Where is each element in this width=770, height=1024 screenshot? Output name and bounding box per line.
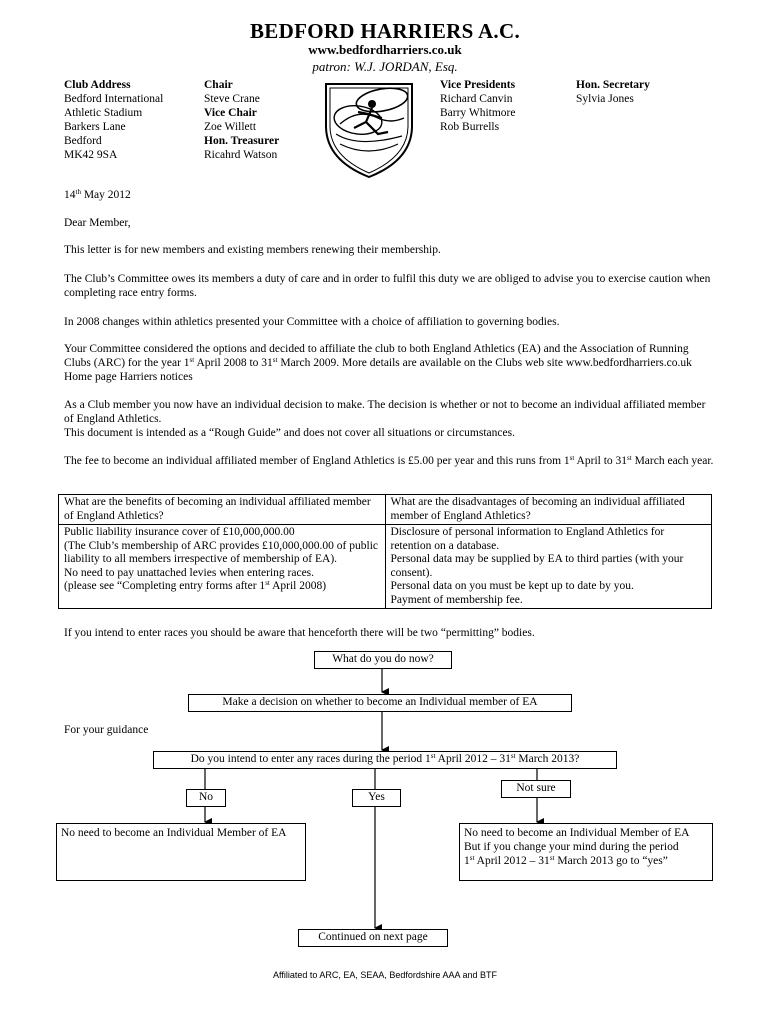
decision-box: Make a decision on whether to become an Individual member of EA — [188, 694, 572, 712]
letter-greeting: Dear Member, — [64, 217, 131, 229]
not-sure-result-box: No need to become an Individual Member of EA But if you change your mind during the period 1st April 2012 – 31st March 2013 go to “yes” — [459, 823, 713, 881]
address-line: Barkers Lane — [64, 121, 126, 133]
what-do-you-do-box: What do you do now? — [314, 651, 452, 669]
club-website: www.bedfordharriers.co.uk — [308, 42, 462, 57]
vice-presidents-heading: Vice Presidents — [440, 79, 516, 91]
flow-intro: If you intend to enter races you should be aware that henceforth there will be two “permitting” bodies. — [64, 627, 535, 639]
paragraph: In 2008 changes within athletics presented your Committee with a choice of affiliation to governing bodies. — [64, 316, 560, 328]
no-option-box: No — [186, 789, 226, 807]
vice-president-name: Barry Whitmore — [440, 107, 516, 119]
secretary-name: Sylvia Jones — [576, 93, 634, 105]
address-line: MK42 9SA — [64, 149, 118, 161]
paragraph: The fee to become an individual affiliated member of England Athletics is £5.00 per year and this runs from 1st April to 31st March each year. — [64, 454, 714, 467]
benefits-cell: Public liability insurance cover of £10,000,000.00 (The Club’s membership of ARC provides £10,000,000.00 of public liability to all members irrespective of membership of EA). No need to pay unattached levies when entering races. (please see “Completing entry forms after 1st April 2008) — [59, 525, 386, 609]
address-line: Athletic Stadium — [64, 107, 143, 119]
yes-option-box: Yes — [352, 789, 401, 807]
club-address-heading: Club Address — [64, 79, 131, 91]
address-line: Bedford International — [64, 93, 164, 105]
no-result-box: No need to become an Individual Member of EA — [56, 823, 306, 881]
paragraph: The Club’s Committee owes its members a duty of care and in order to fulfil this duty we are obliged to advise you to exercise caution when completing race entry forms. — [64, 273, 711, 299]
address-line: Bedford — [64, 135, 102, 147]
club-title: BEDFORD HARRIERS A.C. — [250, 19, 520, 43]
disadvantages-cell: Disclosure of personal information to England Athletics for retention on a database. Personal data may be supplied by EA to third parties (with your consent). Personal data on you must be kept up to date by you. Payment of membership fee. — [385, 525, 712, 609]
chair-heading: Chair — [204, 79, 233, 91]
paragraph: Your Committee considered the options and decided to affiliate the club to both England Athletics (EA) and the Association of Running Clubs (ARC) for the year 1st April 2008 to 31st March 2009. More details are available on the Clubs web site www.bedfordharriers.co.uk Home page Harriers notices — [64, 343, 692, 383]
secretary-heading: Hon. Secretary — [576, 79, 650, 91]
footer-affiliations: Affiliated to ARC, EA, SEAA, Bedfordshire AAA and BTF — [273, 970, 497, 980]
vice-chair-heading: Vice Chair — [204, 107, 257, 119]
chair-name: Steve Crane — [204, 93, 260, 105]
continued-box: Continued on next page — [298, 929, 448, 947]
races-question-box: Do you intend to enter any races during the period 1st April 2012 – 31st March 2013? — [153, 751, 617, 769]
guidance-label: For your guidance — [64, 724, 149, 736]
not-sure-option-box: Not sure — [501, 780, 571, 798]
disadvantages-header: What are the disadvantages of becoming an individual affiliated member of England Athletics? — [385, 495, 712, 525]
vice-president-name: Rob Burrells — [440, 121, 500, 133]
treasurer-heading: Hon. Treasurer — [204, 135, 280, 147]
club-patron: patron: W.J. JORDAN, Esq. — [312, 59, 458, 74]
vice-chair-name: Zoe Willett — [204, 121, 257, 133]
letter-date: 14th May 2012 — [64, 188, 131, 201]
paragraph: As a Club member you now have an individual decision to make. The decision is whether or not to become an individual affiliated member of England Athletics. This document is intended as a “Rough Guide” and does not cover all situations or circumstances. — [64, 399, 706, 439]
treasurer-name: Ricahrd Watson — [204, 149, 278, 161]
paragraph: This letter is for new members and existing members renewing their membership. — [64, 244, 441, 256]
benefits-header: What are the benefits of becoming an individual affiliated member of England Athletics? — [59, 495, 386, 525]
vice-president-name: Richard Canvin — [440, 93, 513, 105]
